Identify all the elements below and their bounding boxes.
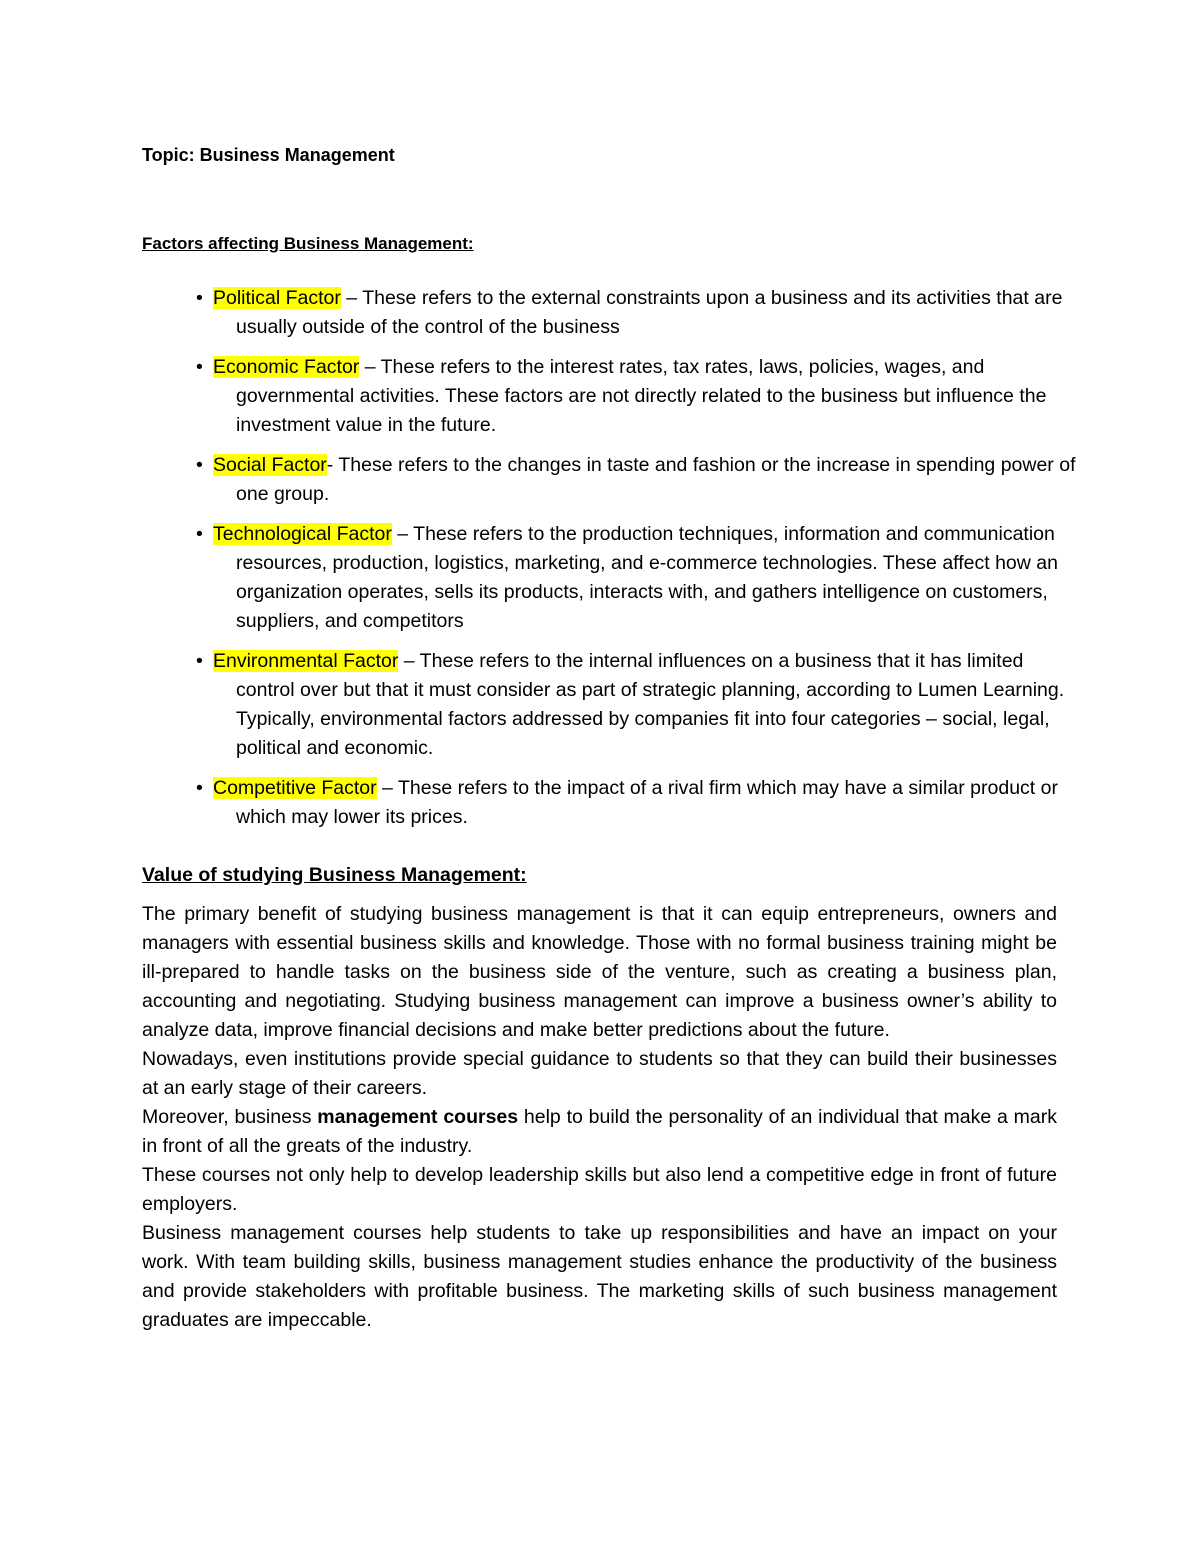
value-paragraph-1: The primary benefit of studying business management is that it can equip entrepreneurs, owners and managers with essential business skills and knowledge. Those with no formal business training might be ill-prepared to handle tasks on the business side of the venture, such as creating a business plan, accounting and negotiating. Studying business management can improve a business owner’s ability to analyze data, improve financial decisions and make better predictions about the future. xyxy=(142,903,1057,1041)
paragraph-3-emphasis: management courses xyxy=(317,1106,519,1128)
factor-name: Environmental Factor xyxy=(213,650,399,672)
factor-description: - These refers to the changes in taste and fashion or the increase in spending power of one group. xyxy=(236,454,1076,505)
factor-item-technological xyxy=(196,520,1076,636)
value-paragraph-3 xyxy=(142,1103,1057,1161)
value-paragraph-5: Business management courses help students to take up responsibilities and have an impact on your work. With team building skills, business management studies enhance the productivity of the business and provide stakeholders with profitable business. The marketing skills of such business management graduates are impeccable. xyxy=(142,1222,1057,1331)
bullet-icon: • xyxy=(196,650,203,672)
bullet-icon: • xyxy=(196,777,203,799)
factor-name: Political Factor xyxy=(213,287,341,309)
factor-description: – These refers to the impact of a rival firm which may have a similar product or which may lower its prices. xyxy=(236,777,1058,828)
factor-description: – These refers to the interest rates, tax rates, laws, policies, wages, and governmental activities. These factors are not directly related to the business but influence the investment value in the future. xyxy=(236,356,1047,436)
factor-description: – These refers to the external constraints upon a business and its activities that are usually outside of the control of the business xyxy=(236,287,1063,338)
factor-item-social xyxy=(196,451,1076,509)
value-paragraph-4: These courses not only help to develop leadership skills but also lend a competitive edge in front of future employers. xyxy=(142,1164,1057,1215)
value-heading: Value of studying Business Management: xyxy=(142,864,527,886)
bullet-icon: • xyxy=(196,356,203,378)
factor-name: Economic Factor xyxy=(213,356,360,378)
factor-item-economic xyxy=(196,353,1076,440)
bullet-icon: • xyxy=(196,287,203,309)
bullet-icon: • xyxy=(196,523,203,545)
factor-name: Social Factor xyxy=(213,454,327,476)
factor-description: – These refers to the production techniques, information and communication resources, production, logistics, marketing, and e-commerce technologies. These affect how an organization operates, sells its products, interacts with, and gathers intelligence on customers, suppliers, and competitors xyxy=(236,523,1058,632)
factor-name: Competitive Factor xyxy=(213,777,377,799)
value-body xyxy=(142,900,1057,1335)
paragraph-3-end: help to build the personality of an individual that make a mark in front of all the greats of the industry. xyxy=(142,1106,1057,1157)
factor-name: Technological Factor xyxy=(213,523,392,545)
bullet-icon: • xyxy=(196,454,203,476)
factor-item-competitive xyxy=(196,774,1076,832)
paragraph-3-start: Moreover, business xyxy=(142,1106,318,1128)
value-paragraph-2: Nowadays, even institutions provide special guidance to students so that they can build their businesses at an early stage of their careers. xyxy=(142,1048,1057,1099)
topic-title: Topic: Business Management xyxy=(142,145,395,165)
factor-list xyxy=(196,284,1076,843)
factor-item-political xyxy=(196,284,1076,342)
factor-description: – These refers to the internal influences on a business that it has limited control over but that it must consider as part of strategic planning, according to Lumen Learning. Typically, environmental factors addressed by companies fit into four categories – social, legal, political and economic. xyxy=(236,650,1065,759)
factor-item-environmental xyxy=(196,647,1076,763)
factors-heading: Factors affecting Business Management: xyxy=(142,234,474,253)
